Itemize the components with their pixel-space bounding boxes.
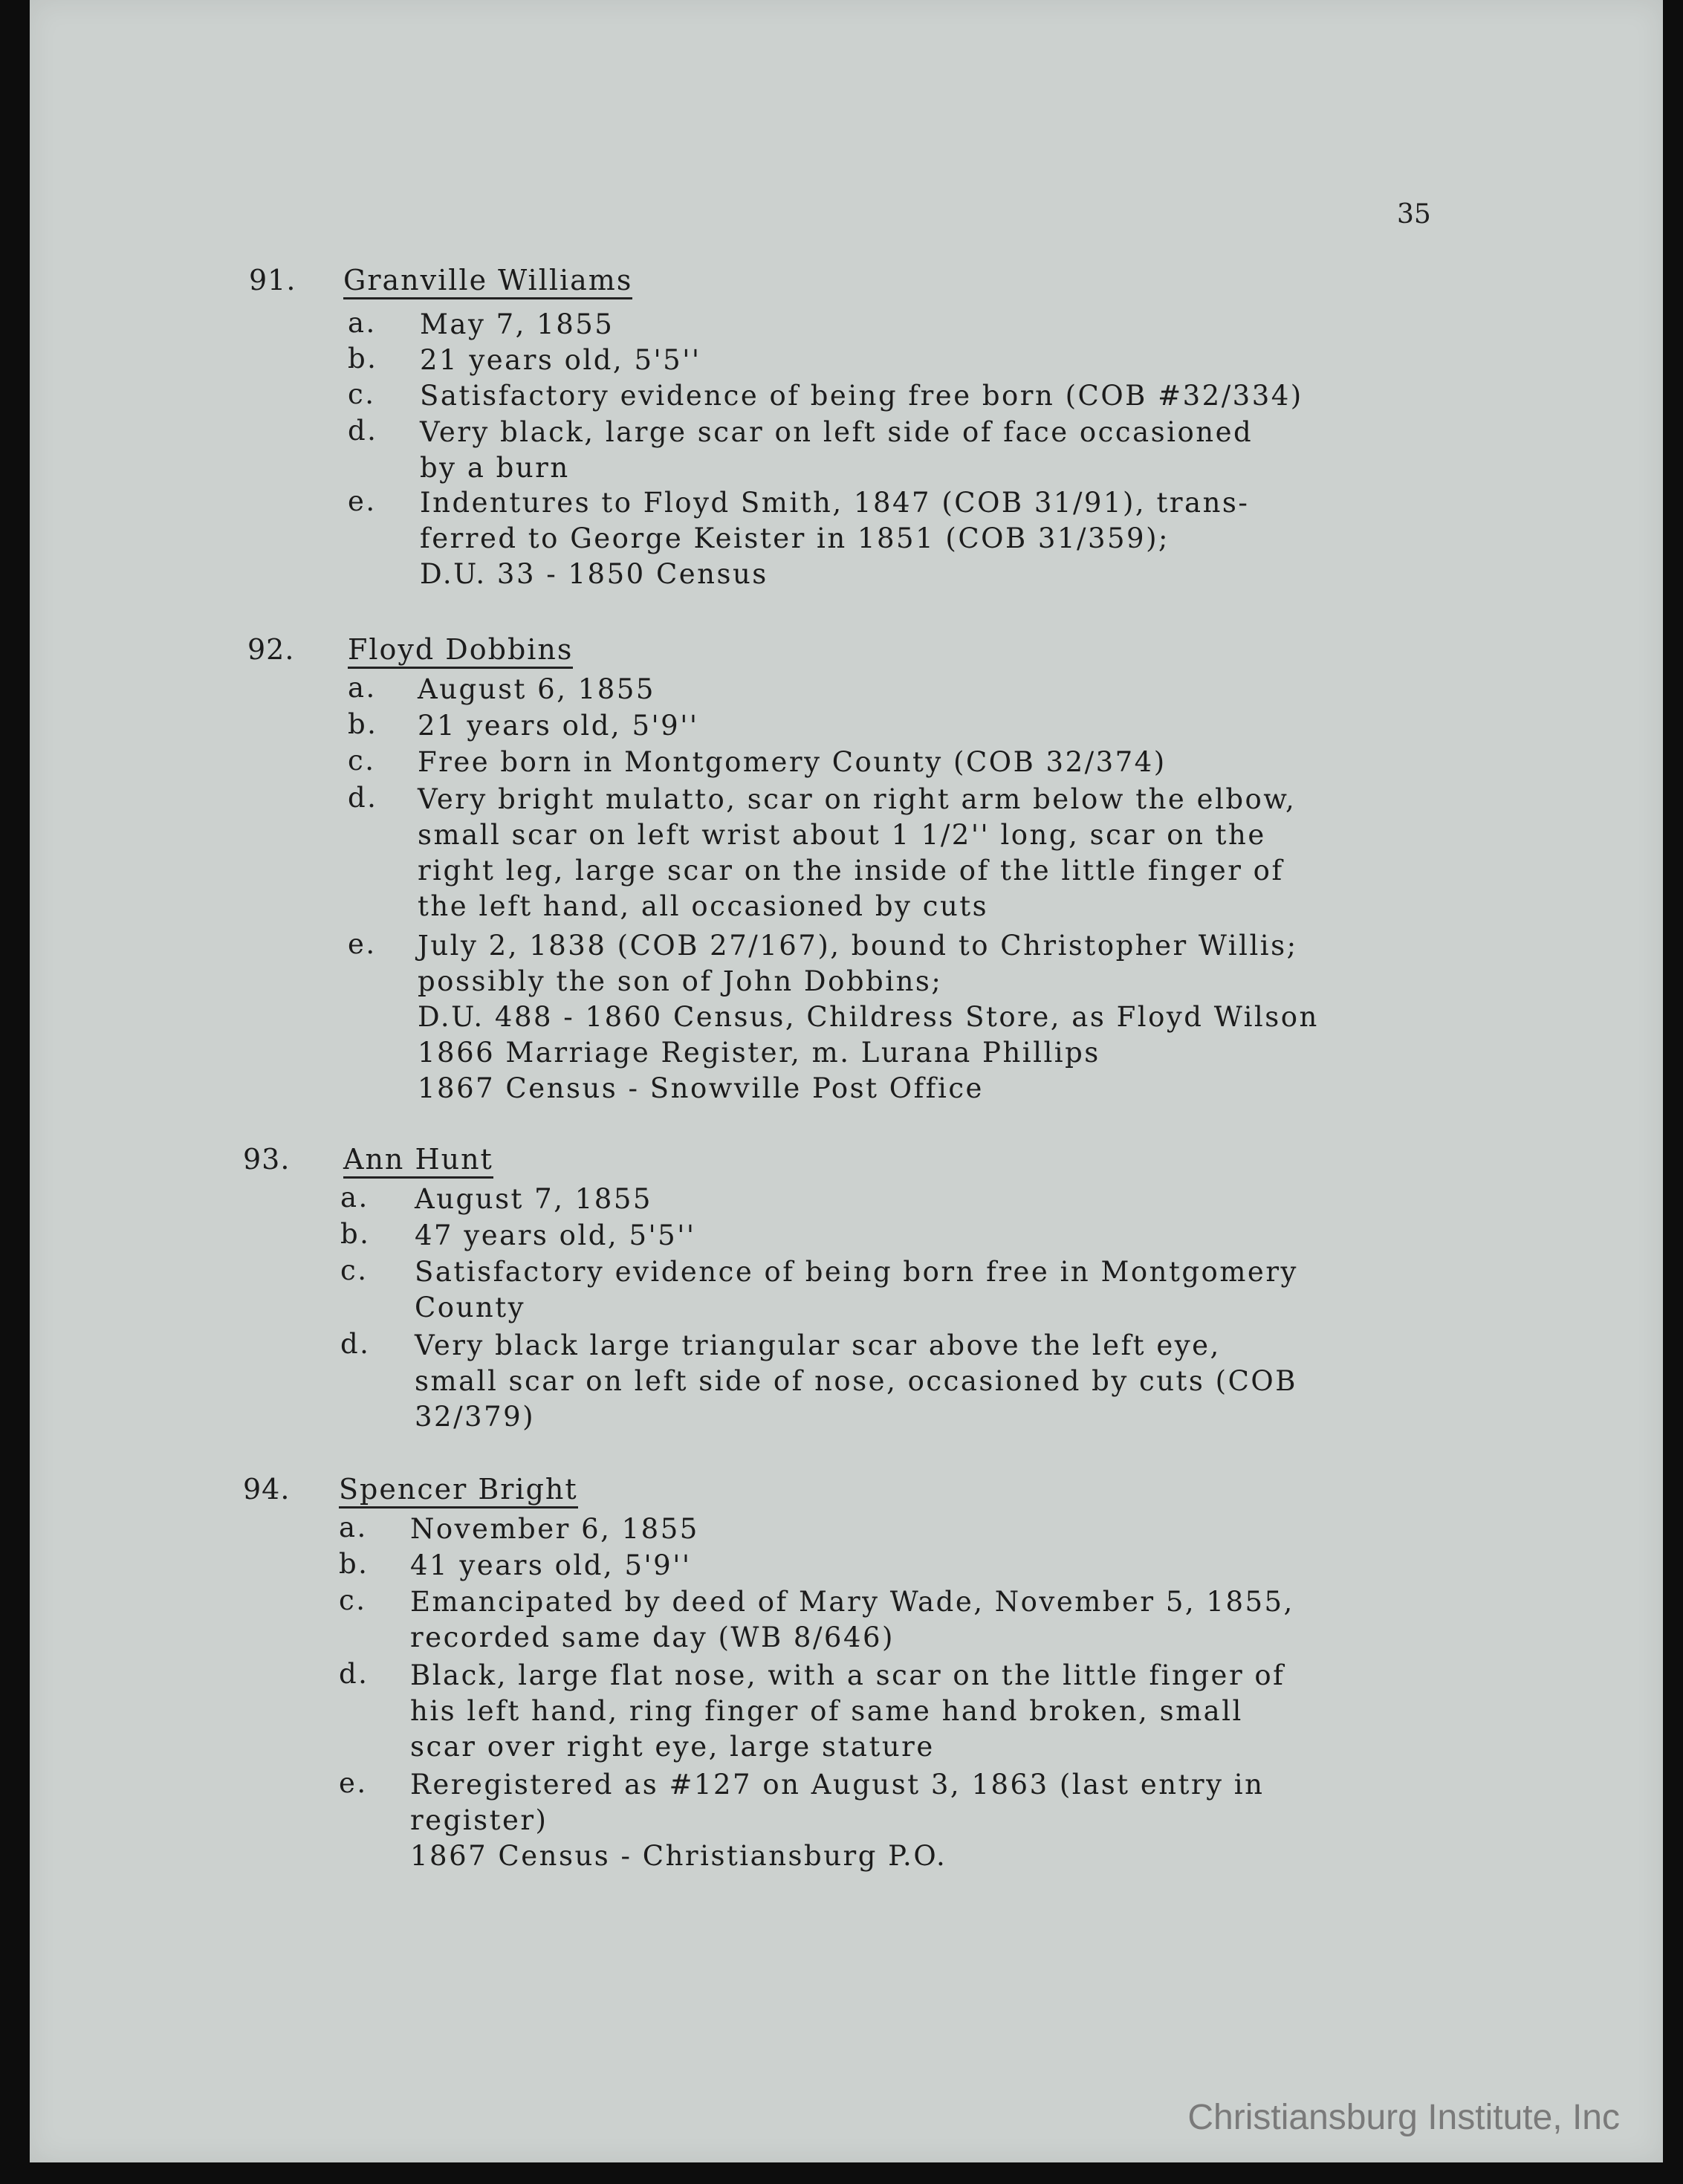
item-letter: c. [340,1254,369,1286]
item-text [415,1254,1298,1326]
item-text-line: his left hand, ring finger of same hand broken, small [410,1695,1243,1727]
item-text-line: July 2, 1838 (COB 27/167), bound to Christopher Willis; [418,930,1298,962]
item-text [418,782,1296,924]
item-text-line: County [415,1292,526,1323]
item-text-line: November 6, 1855 [410,1513,699,1545]
item-text-line: May 7, 1855 [420,308,614,340]
entry-number: 92. [247,633,295,666]
item-letter: e. [348,485,377,517]
item-text-line: Black, large flat nose, with a scar on the little finger of [410,1659,1285,1691]
item-text-line: 1866 Marriage Register, m. Lurana Phillips [418,1037,1100,1069]
entry-name: Spencer Bright [339,1473,578,1509]
item-text-line: Satisfactory evidence of being born free in Montgomery [415,1256,1298,1288]
item-letter: e. [339,1767,368,1799]
item-letter: a. [339,1511,368,1543]
entry-name: Granville Williams [343,264,632,299]
item-text-line: by a burn [420,452,570,484]
item-letter: b. [339,1548,369,1580]
entry-number: 94. [243,1473,291,1506]
item-text-line: Reregistered as #127 on August 3, 1863 (last entry in [410,1769,1265,1801]
page-number: 35 [1397,199,1431,230]
item-letter: c. [348,378,376,410]
item-letter: d. [340,1328,371,1360]
item-text-line: recorded same day (WB 8/646) [410,1621,895,1653]
item-text [410,1658,1285,1765]
item-text-line: Very black large triangular scar above the left eye, [415,1329,1221,1361]
item-text [420,415,1253,486]
item-text [415,1218,696,1254]
entry-name: Floyd Dobbins [348,633,573,669]
item-text-line: August 6, 1855 [418,673,655,705]
item-text-line: scar over right eye, large stature [410,1731,935,1763]
item-letter: d. [339,1658,369,1690]
watermark: Christiansburg Institute, Inc [1187,2098,1620,2137]
item-text-line: small scar on left side of nose, occasioned by cuts (COB [415,1365,1297,1397]
item-text-line: Very black, large scar on left side of face occasioned [420,416,1254,448]
item-letter: b. [348,708,378,740]
item-text-line: D.U. 488 - 1860 Census, Childress Store, as Floyd Wilson [418,1001,1319,1033]
item-letter: b. [348,343,378,375]
item-letter: b. [340,1218,371,1250]
item-letter: e. [348,928,377,960]
item-text-line: 1867 Census - Snowville Post Office [418,1072,984,1104]
document-page [30,0,1663,2162]
item-text [410,1767,1264,1874]
item-text-line: possibly the son of John Dobbins; [418,965,943,997]
item-text [415,1328,1297,1435]
item-text-line: 32/379) [415,1401,536,1433]
item-text [420,378,1303,414]
entry-name: Ann Hunt [343,1143,493,1179]
item-letter: c. [339,1584,367,1616]
item-text-line: the left hand, all occasioned by cuts [418,890,989,922]
item-text [415,1182,652,1217]
entry-number: 91. [249,264,296,297]
item-text [418,928,1319,1106]
item-letter: a. [340,1182,369,1213]
item-text [418,672,655,707]
item-text-line: right leg, large scar on the inside of the little finger of [418,855,1284,887]
item-text [418,708,699,744]
item-text-line: Indentures to Floyd Smith, 1847 (COB 31/91), trans- [420,487,1250,519]
item-text-line: 47 years old, 5'5'' [415,1219,696,1251]
item-text-line: 1867 Census - Christiansburg P.O. [410,1840,947,1872]
item-text [410,1584,1294,1656]
item-text [418,745,1167,780]
item-text-line: Very bright mulatto, scar on right arm below the elbow, [418,783,1297,815]
item-letter: a. [348,307,377,339]
item-text [410,1548,692,1584]
entry-number: 93. [243,1143,291,1176]
item-text-line: D.U. 33 - 1850 Census [420,558,768,590]
item-text-line: Satisfactory evidence of being free born (COB #32/334) [420,380,1303,412]
item-text [420,485,1249,592]
item-text [420,343,701,378]
item-text-line: Free born in Montgomery County (COB 32/374) [418,746,1167,778]
item-letter: c. [348,745,376,777]
item-letter: d. [348,782,378,814]
item-text-line: 41 years old, 5'9'' [410,1549,692,1581]
item-text [410,1511,699,1547]
item-text-line: 21 years old, 5'5'' [420,344,701,376]
item-text-line: register) [410,1804,548,1836]
item-letter: d. [348,415,378,447]
item-letter: a. [348,672,377,704]
item-text-line: small scar on left wrist about 1 1/2'' long, scar on the [418,819,1266,851]
item-text-line: ferred to George Keister in 1851 (COB 31/359); [420,522,1170,554]
item-text-line: August 7, 1855 [415,1183,652,1215]
item-text-line: 21 years old, 5'9'' [418,710,699,742]
item-text-line: Emancipated by deed of Mary Wade, November 5, 1855, [410,1586,1294,1618]
item-text [420,307,614,343]
